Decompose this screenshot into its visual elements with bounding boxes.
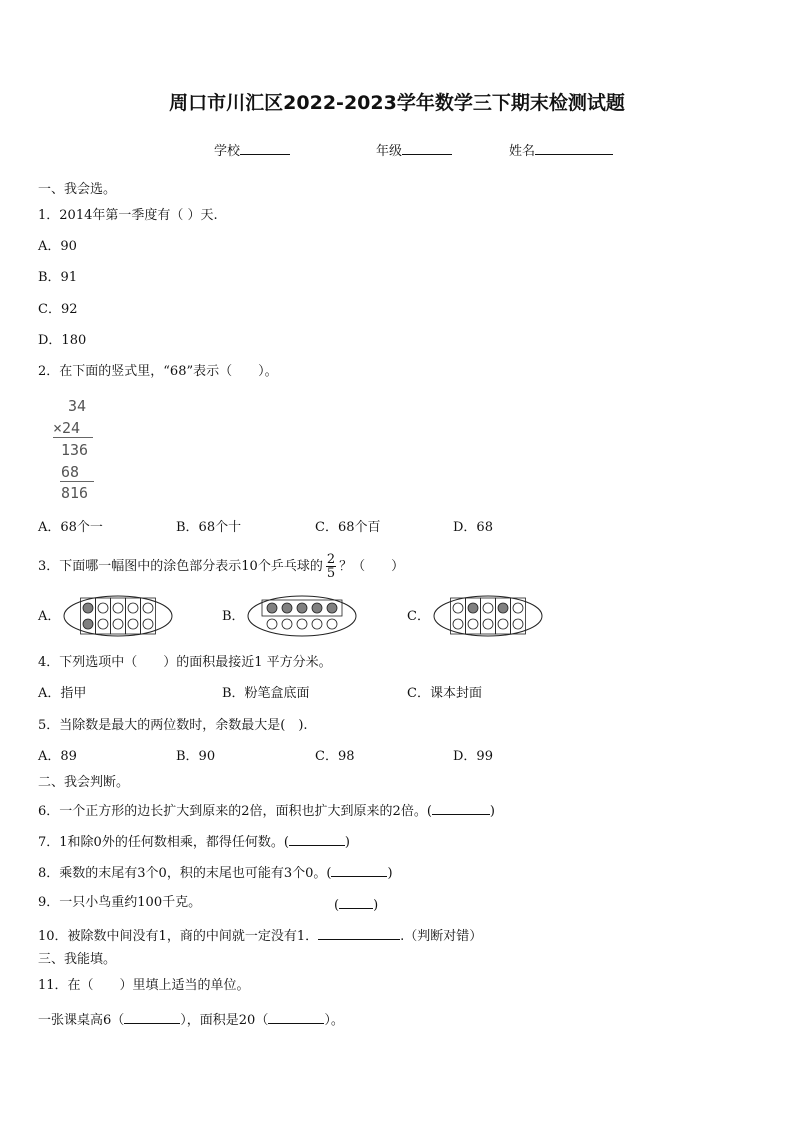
- q3-label-b: B．: [222, 609, 245, 624]
- ball-figure-b: [246, 594, 358, 638]
- ball: [453, 619, 463, 629]
- q1-option-a: A．90: [38, 239, 77, 254]
- q7-close: ): [344, 835, 350, 850]
- q5-option-b: B．90: [176, 749, 216, 764]
- name-field: [509, 141, 613, 160]
- q2-option-a: A．68个一: [38, 520, 103, 535]
- q10-tail: .（判断对错）: [400, 929, 483, 944]
- q8-answer-blank[interactable]: [331, 863, 387, 877]
- school-field: [214, 141, 290, 160]
- q5-stem: 5．当除数是最大的两位数时，余数最大是( ).: [38, 718, 308, 733]
- q11-stem: 11．在（ ）里填上适当的单位。: [38, 978, 250, 993]
- ball: [98, 619, 108, 629]
- section-2-heading: 二、我会判断。: [38, 775, 130, 790]
- ball: [483, 619, 493, 629]
- name-blank: [535, 141, 613, 155]
- ball: [297, 619, 307, 629]
- ball: [498, 619, 508, 629]
- q10-answer-blank[interactable]: [318, 926, 400, 940]
- q4-option-c: C．课本封面: [407, 686, 482, 701]
- q9-open: (: [334, 898, 340, 913]
- q4-option-a: A．指甲: [38, 686, 87, 701]
- q3-stem: [38, 553, 404, 580]
- q8-text: 8．乘数的末尾有3个0，积的末尾也可能有3个0。(: [38, 866, 332, 881]
- q5-option-a: A．89: [38, 749, 77, 764]
- ball: [513, 619, 523, 629]
- ball: [128, 619, 138, 629]
- q3-stem-before: 3．下面哪一幅图中的涂色部分表示10个乒乓球的: [38, 559, 323, 574]
- q6-text: 6．一个正方形的边长扩大到原来的2倍，面积也扩大到原来的2倍。(: [38, 804, 432, 819]
- grade-label: 年级: [376, 144, 403, 159]
- q6: [38, 801, 495, 820]
- section-3-heading: 三、我能填。: [38, 952, 117, 967]
- ball-figure-a: [62, 594, 174, 638]
- ball: [83, 619, 93, 629]
- grade-blank: [402, 141, 452, 155]
- q6-close: ): [489, 804, 495, 819]
- q3-label-c: C．: [407, 609, 430, 624]
- ball: [297, 603, 307, 613]
- q2-option-d: D．68: [453, 520, 493, 535]
- q11-line-c: ）。: [324, 1013, 344, 1028]
- q9-answer: [334, 895, 378, 914]
- calc-rule-2: [60, 481, 94, 482]
- q9-close: ): [373, 898, 379, 913]
- q1-stem: 1．2014年第一季度有（ ）天.: [38, 208, 218, 223]
- name-label: 姓名: [509, 144, 536, 159]
- section-1-heading: 一、我会选。: [38, 182, 117, 197]
- q11-line-b: ），面积是20（: [180, 1013, 269, 1028]
- ball: [312, 603, 322, 613]
- q3-stem-after: ？（ ）: [339, 559, 405, 574]
- q2-option-b: B．68个十: [176, 520, 242, 535]
- q9-text: 9．一只小鸟重约100千克。: [38, 895, 202, 910]
- calc-line-2: ×24: [53, 419, 81, 437]
- ball: [98, 603, 108, 613]
- ball: [468, 603, 478, 613]
- ball: [468, 619, 478, 629]
- ball: [128, 603, 138, 613]
- ball-figure-c: [432, 594, 544, 638]
- calc-line-4: 68: [61, 463, 80, 481]
- q7: [38, 832, 350, 851]
- q3-label-a: A．: [38, 609, 61, 624]
- fraction-denominator: 5: [326, 566, 336, 581]
- q2-option-c: C．68个百: [315, 520, 381, 535]
- calc-rule-1: [53, 437, 93, 438]
- ball: [498, 603, 508, 613]
- ball: [282, 603, 292, 613]
- ball: [113, 619, 123, 629]
- q7-answer-blank[interactable]: [289, 832, 345, 846]
- fraction-numerator: 2: [326, 552, 336, 567]
- q1-option-c: C．92: [38, 302, 78, 317]
- q9-answer-blank[interactable]: [339, 895, 373, 909]
- q4-option-b: B．粉笔盒底面: [222, 686, 310, 701]
- ball: [113, 603, 123, 613]
- ball: [312, 619, 322, 629]
- page-title: 周口市川汇区2022-2023学年数学三下期末检测试题: [169, 92, 625, 114]
- ball: [513, 603, 523, 613]
- q6-answer-blank[interactable]: [432, 801, 490, 815]
- calc-line-1: 34: [68, 397, 87, 415]
- ball: [282, 619, 292, 629]
- q4-stem: 4．下列选项中（ ）的面积最接近1 平方分米。: [38, 655, 332, 670]
- q11-blank-1[interactable]: [124, 1010, 180, 1024]
- q3-fraction: [326, 553, 336, 580]
- school-label: 学校: [214, 144, 241, 159]
- q11-blank-2[interactable]: [268, 1010, 324, 1024]
- q8-close: ): [387, 866, 393, 881]
- ball: [143, 619, 153, 629]
- q5-option-c: C．98: [315, 749, 355, 764]
- ball: [327, 619, 337, 629]
- q1-option-b: B．91: [38, 270, 78, 285]
- ball: [267, 603, 277, 613]
- grade-field: [376, 141, 452, 160]
- q1-option-d: D．180: [38, 333, 87, 348]
- ball: [267, 619, 277, 629]
- calc-line-5: 816: [61, 484, 89, 502]
- school-blank: [240, 141, 290, 155]
- ball: [453, 603, 463, 613]
- ball: [483, 603, 493, 613]
- q11-line-a: 一张课桌高6（: [38, 1013, 125, 1028]
- ball: [83, 603, 93, 613]
- q7-text: 7．1和除0外的任何数相乘，都得任何数。(: [38, 835, 289, 850]
- calc-line-3: 136: [61, 441, 89, 459]
- q10: [38, 926, 482, 945]
- q11-line: [38, 1010, 344, 1029]
- q10-text: 10．被除数中间没有1，商的中间就一定没有1．: [38, 929, 319, 944]
- q2-stem: 2．在下面的竖式里，“68”表示（ ）。: [38, 364, 278, 379]
- q5-option-d: D．99: [453, 749, 493, 764]
- q8: [38, 863, 393, 882]
- ball: [143, 603, 153, 613]
- ball: [327, 603, 337, 613]
